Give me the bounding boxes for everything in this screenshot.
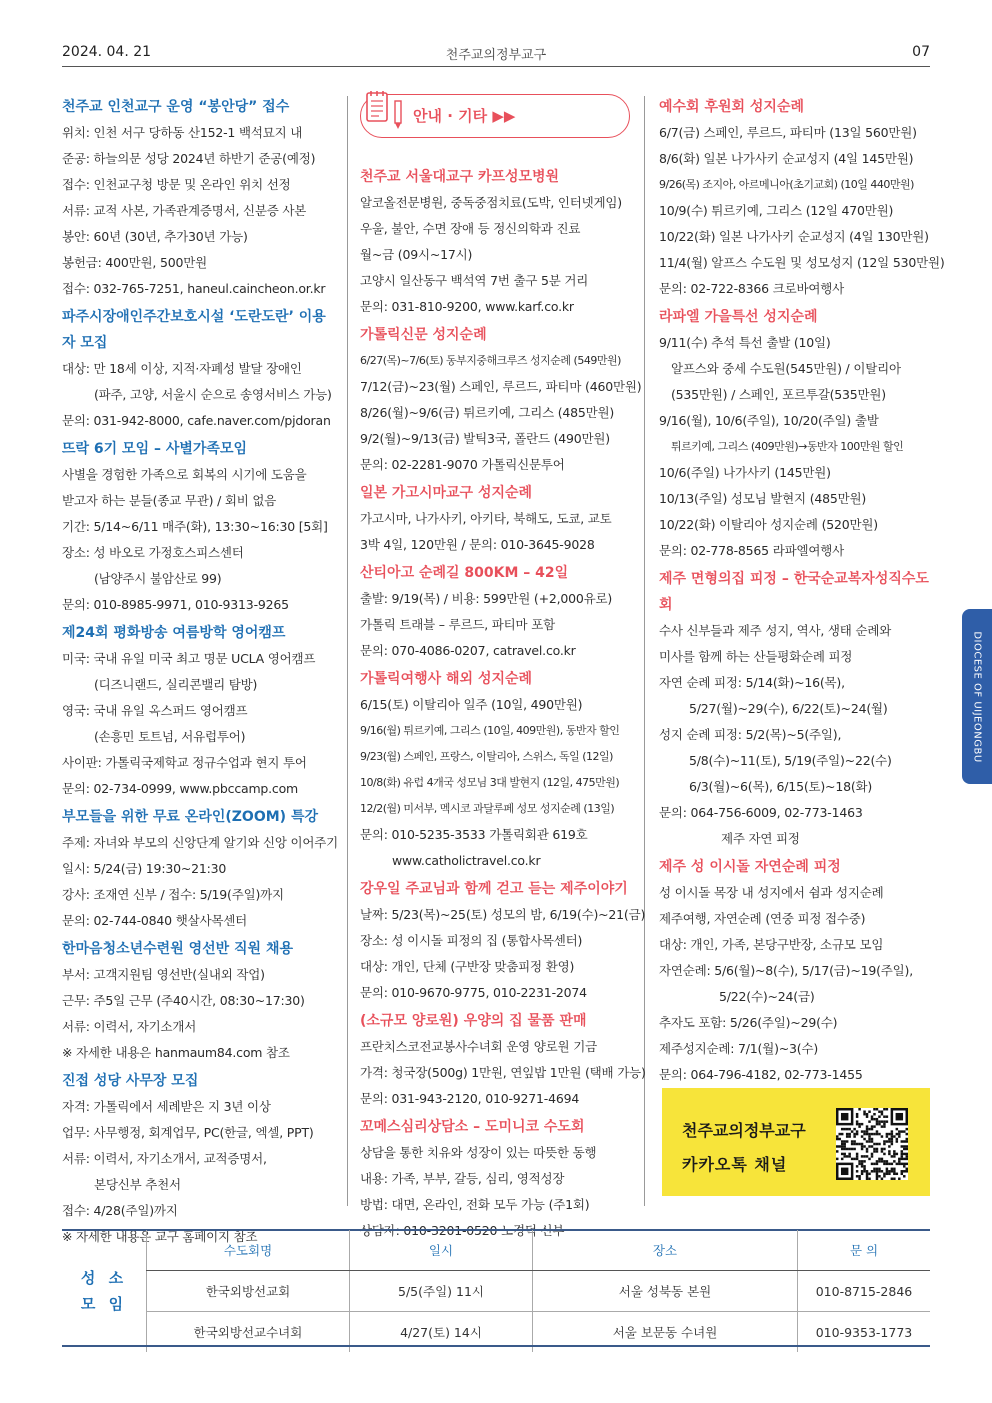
notice-line: 준공: 하늘의문 성당 2024년 하반기 준공(예정) [62,151,316,166]
notice-line: 대상: 개인, 단체 (구반장 맞춤피정 환영) [360,959,575,974]
notice-line: 출발: 9/19(목) / 비용: 599만원 (+2,000유로) [360,591,613,606]
notice-line: 7/12(금)~23(월) 스페인, 루르드, 파티마 (460만원) [360,379,642,394]
notice-title: 일본 가고시마교구 성지순례 [360,485,533,501]
notice-section [360,480,632,558]
notice-line: 문의: 02-2281-9070 가톨릭신문투어 [360,457,565,472]
meeting-datetime: 5/5(주일) 11시 [350,1271,533,1312]
notice-line: 성지 순례 피정: 5/2(목)~5(주일), [659,727,842,742]
notice-line: 상담을 통한 치유와 성장이 있는 따뜻한 동행 [360,1145,597,1160]
notice-line: 받고자 하는 분들(종교 무관) / 회비 없음 [62,493,277,508]
notice-title: 한마음청소년수련원 영선반 직원 채용 [62,941,294,957]
kakao-channel-subtitle: 카카오톡 채널 [682,1155,788,1174]
notice-line: 10/8(화) 유럽 4개국 성모님 3대 발현지 (12일, 475만원) [360,776,620,789]
vocation-meeting-table [62,1230,930,1352]
table-bottom-rule [62,1345,930,1347]
notice-line: 미국: 국내 유일 미국 최고 명문 UCLA 영어캠프 [62,651,316,666]
notice-line: 6/15(토) 이탈리아 일주 (10일, 490만원) [360,697,583,712]
kakao-channel-box[interactable] [662,1088,930,1196]
notice-line: 부서: 고객지원팀 영선반(실내외 작업) [62,967,265,982]
notice-line: 영국: 국내 유일 옥스퍼드 영어캠프 [62,703,248,718]
notice-line: 장소: 성 이시돌 피정의 집 (통합사목센터) [360,933,583,948]
notice-line: 봉안: 60년 (30년, 추가30년 가능) [62,229,248,244]
notice-line: (손흥민 토트넘, 서유럽투어) [94,729,246,744]
notice-line: 문의: 010-8985-9971, 010-9313-9265 [62,597,289,612]
notice-line: 문의: 031-810-9200, www.karf.co.kr [360,299,574,314]
notice-line: 날짜: 5/23(목)~25(토) 성모의 밤, 6/19(수)~21(금) [360,907,646,922]
meeting-datetime: 4/27(토) 14시 [350,1312,533,1353]
notice-line: 자격: 가톨릭에서 세례받은 지 3년 이상 [62,1099,271,1114]
notice-line: www.catholictravel.co.kr [392,853,541,868]
notice-line: 미사를 함께 하는 산들평화순례 피정 [659,649,853,664]
guide-label: 안내 · 기타 ▶▶ [413,107,516,125]
column-divider [347,96,348,1206]
notice-line: 추자도 포함: 5/26(주일)~29(수) [659,1015,838,1030]
notice-section [62,804,338,934]
notice-line: 9/11(수) 추석 특선 출발 (10일) [659,335,831,350]
notice-line: 우울, 불안, 수면 장애 등 정신의학과 진료 [360,221,581,236]
notice-line: 문의: 02-734-0999, www.pbccamp.com [62,781,299,796]
notice-line: 접수: 4/28(주일)까지 [62,1203,178,1218]
meeting-place: 서울 보문동 수녀원 [533,1312,798,1353]
notice-title: 예수회 후원회 성지순례 [659,99,804,115]
pencil-icon [393,99,403,131]
notice-line: 고양시 일산동구 백석역 7번 출구 5분 거리 [360,273,589,288]
contact-phone: 010-8715-2846 [798,1271,931,1312]
notice-title: 부모들을 위한 무료 온라인(ZOOM) 특강 [62,809,318,825]
header-title: 천주교의정부교구 [445,48,547,63]
notice-title: (소규모 양로원) 우양의 집 물품 판매 [360,1013,587,1029]
notice-line: 10/9(수) 튀르키예, 그리스 (12일 470만원) [659,203,894,218]
notice-title: 파주시장애인주간보호시설 ‘도란도란’ 이용자 모집 [62,309,326,351]
notice-column-1 [62,92,338,1250]
notice-section [659,854,931,1088]
notice-line: 12/2(월) 미서부, 멕시코 과달루페 성모 성지순례 (13일) [360,802,615,815]
notice-line: ※ 자세한 내용은 hanmaum84.com 참조 [62,1045,290,1060]
notice-title: 천주교 서울대교구 카프성모병원 [360,169,560,185]
notice-line: 대상: 개인, 가족, 본당구반장, 소규모 모임 [659,937,884,952]
notice-title: 천주교 인천교구 운영 “봉안당” 접수 [62,99,290,115]
notice-title: 제주 면형의집 피정 – 한국순교복자성직수도회 [659,571,929,613]
column-header: 일시 [350,1230,533,1271]
notice-line: 11/4(월) 알프스 수도원 및 성모성지 (12일 530만원) [659,255,945,270]
notice-column-2 [360,92,646,1244]
order-name: 한국외방선교수녀회 [147,1312,350,1353]
notice-section [360,1008,646,1112]
notice-line: 사별을 경험한 가족으로 회복의 시기에 도움을 [62,467,307,482]
notepad-icon [364,89,390,123]
notice-line: 기간: 5/14~6/11 매주(화), 13:30~16:30 [5회] [62,519,328,534]
column-header: 문 의 [798,1230,931,1271]
qr-code-icon[interactable] [836,1108,908,1180]
notice-title: 제24회 평화방송 여름방학 영어캠프 [62,625,286,641]
notice-title: 진접 성당 사무장 모집 [62,1073,199,1089]
notice-line: 사이판: 가톨릭국제학교 정규수업과 현지 투어 [62,755,307,770]
notice-line: 문의: 031-943-2120, 010-9271-4694 [360,1091,580,1106]
notice-line: 8/26(월)~9/6(금) 튀르키예, 그리스 (485만원) [360,405,615,420]
notice-section [360,666,632,874]
notice-line: 서류: 교적 사본, 가족관계증명서, 신분증 사본 [62,203,307,218]
notice-line: 5/22(수)~24(금) [719,989,815,1004]
notice-line: 가톨릭 트래블 – 루르드, 파티마 포함 [360,617,555,632]
diocese-side-tab [962,609,992,784]
notice-title: 가톨릭여행사 해외 성지순례 [360,671,533,687]
side-tab-label: DIOCESE OF UIJEONGBU [971,630,983,763]
column-divider [644,96,645,1206]
column-header: 수도회명 [147,1230,350,1271]
notice-line: 프란치스코전교봉사수녀회 운영 양로원 기금 [360,1039,597,1054]
notice-line: 문의: 031-942-8000, cafe.naver.com/pjdoran [62,413,331,428]
notice-column-3 [659,92,945,1088]
notice-line: 9/26(목) 조지아, 아르메니아(초기교회) (10일 440만원) [659,178,914,191]
page-number: 07 [912,44,930,60]
notice-line: 9/23(월) 스페인, 프랑스, 이탈리아, 스위스, 독일 (12일) [360,750,613,763]
notice-line: 서류: 이력서, 자기소개서, 교적증명서, [62,1151,267,1166]
notice-line: 본당신부 추천서 [94,1177,181,1192]
notice-section [62,304,338,434]
notice-line: 문의: 02-778-8565 라파엘여행사 [659,543,844,558]
notice-title: 산티아고 순례길 800KM – 42일 [360,565,569,581]
notice-line: 서류: 이력서, 자기소개서 [62,1019,197,1034]
notice-section [62,1068,338,1250]
table-row [62,1271,930,1312]
notice-line: 10/6(주일) 나가사키 (145만원) [659,465,831,480]
header-divider [62,66,930,67]
notice-line: 6/7(금) 스페인, 루르드, 파티마 (13일 560만원) [659,125,917,140]
notice-title: 제주 성 이시돌 자연순례 피정 [659,859,841,875]
notice-line: (535만원) / 스페인, 포르투갈(535만원) [671,387,886,402]
notice-line: 5/27(월)~29(수), 6/22(토)~24(월) [689,701,888,716]
notice-line: 근무: 주5일 근무 (주40시간, 08:30~17:30) [62,993,305,1008]
notice-title: 꼬메스심리상담소 – 도미니코 수도회 [360,1119,585,1135]
notice-line: 자연 순례 피정: 5/14(화)~16(목), [659,675,845,690]
notice-line: 상담자: 010-3201-0520 노경덕 신부 [360,1223,565,1238]
notice-line: 3박 4일, 120만원 / 문의: 010-3645-9028 [360,537,595,552]
contact-phone: 010-9353-1773 [798,1312,931,1353]
guide-banner [360,94,630,138]
notice-line: 가격: 청국장(500g) 1만원, 연잎밥 1만원 (택배 가능) [360,1065,646,1080]
notice-section [360,560,632,664]
page-header [62,42,930,64]
notice-line: (디즈니랜드, 실리콘밸리 탐방) [94,677,258,692]
notice-line: 제주 자연 피정 [721,831,800,846]
notice-line: 문의: 064-756-6009, 02-773-1463 [659,805,863,820]
notice-line: 6/27(목)~7/6(토) 동부지중해크루즈 성지순례 (549만원) [360,354,621,367]
notice-line: 방법: 대면, 온라인, 전화 모두 가능 (주1회) [360,1197,590,1212]
notice-line: 10/22(화) 일본 나가사키 순교성지 (4일 130만원) [659,229,929,244]
notice-line: 봉헌금: 400만원, 500만원 [62,255,207,270]
notice-section [360,1114,632,1244]
notice-line: ※ 자세한 내용은 교구 홈페이지 참조 [62,1229,258,1244]
notice-line: 자연순례: 5/6(월)~8(수), 5/17(금)~19(주일), [659,963,913,978]
notice-section [659,94,945,302]
notice-line: 8/6(화) 일본 나가사키 순교성지 (4일 145만원) [659,151,914,166]
notice-line: 가고시마, 나가사키, 아키타, 북해도, 도쿄, 교토 [360,511,612,526]
notice-section [360,164,632,320]
notice-line: (남양주시 불암산로 99) [94,571,222,586]
notice-line: 문의: 064-796-4182, 02-773-1455 [659,1067,863,1082]
notice-line: 월~금 (09시~17시) [360,247,473,262]
notice-line: 6/3(월)~6(목), 6/15(토)~18(화) [689,779,873,794]
notice-line: 알코올전문병원, 중독중점치료(도박, 인터넷게임) [360,195,622,210]
notice-line: 문의: 010-5235-3533 가톨릭회관 619호 [360,827,588,842]
notice-line: 대상: 만 18세 이상, 지적·자폐성 발달 장애인 [62,361,302,376]
notice-section [62,936,338,1066]
notice-line: 9/16(월), 10/6(주일), 10/20(주일) 출발 [659,413,879,428]
issue-date: 2024. 04. 21 [62,44,152,60]
notice-line: 알프스와 중세 수도원(545만원) / 이탈리아 [671,361,901,376]
kakao-channel-title: 천주교의정부교구 [682,1121,806,1140]
notice-title: 가톨릭신문 성지순례 [360,327,487,343]
notice-line: 수사 신부들과 제주 성지, 역사, 생태 순례와 [659,623,892,638]
meeting-place: 서울 성북동 본원 [533,1271,798,1312]
notice-line: 강사: 조재연 신부 / 접수: 5/19(주일)까지 [62,887,284,902]
notice-line: 9/2(월)~9/13(금) 발틱3국, 폴란드 (490만원) [360,431,610,446]
notice-title: 강우일 주교님과 함께 걷고 듣는 제주이야기 [360,881,628,897]
notice-line: 일시: 5/24(금) 19:30~21:30 [62,861,227,876]
notice-line: 접수: 032-765-7251, haneul.caincheon.or.kr [62,281,326,296]
notice-line: 문의: 02-744-0840 햇살사목센터 [62,913,247,928]
notice-line: 주제: 자녀와 부모의 신앙단계 알기와 신앙 이어주기 [62,835,339,850]
notice-section [659,566,931,852]
notice-line: 9/16(월) 튀르키예, 그리스 (10일, 409만원), 동반자 할인 [360,724,620,737]
notice-title: 라파엘 가을특선 성지순례 [659,309,818,325]
notice-line: (파주, 고양, 서울시 순으로 송영서비스 가능) [94,387,332,402]
table-section-label: 성 소 모 임 [80,1269,128,1313]
notice-section [360,322,642,478]
notice-line: 위치: 인천 서구 당하동 산152-1 백석묘지 내 [62,125,303,140]
notice-line: 장소: 성 바오로 가정호스피스센터 [62,545,244,560]
notice-line: 튀르키예, 그리스 (409만원)→동반자 100만원 할인 [671,440,904,453]
notice-line: 성 이시돌 목장 내 성지에서 쉼과 성지순례 [659,885,884,900]
notice-section [62,436,338,618]
notice-line: 문의: 02-722-8366 크로바여행사 [659,281,844,296]
notice-section [62,620,338,802]
notice-line: 문의: 010-9670-9775, 010-2231-2074 [360,985,587,1000]
notice-line: 5/8(수)~11(토), 5/19(주일)~22(수) [689,753,892,768]
notice-section [360,876,646,1006]
notice-section [62,94,338,302]
notice-line: 내용: 가족, 부부, 갈등, 심리, 영적성장 [360,1171,565,1186]
notice-line: 제주여행, 자연순례 (연중 피정 접수중) [659,911,866,926]
notice-section [659,304,931,564]
notice-line: 제주성지순례: 7/1(월)~3(수) [659,1041,819,1056]
notice-line: 업무: 사무행정, 회계업무, PC(한글, 엑셀, PPT) [62,1125,314,1140]
notice-line: 10/22(화) 이탈리아 성지순례 (520만원) [659,517,878,532]
notice-line: 접수: 인천교구청 방문 및 온라인 위치 선정 [62,177,291,192]
column-header: 장소 [533,1230,798,1271]
order-name: 한국외방선교회 [147,1271,350,1312]
notice-title: 뜨락 6기 모임 – 사별가족모임 [62,441,248,457]
notice-line: 문의: 070-4086-0207, catravel.co.kr [360,643,576,658]
notice-line: 10/13(주일) 성모님 발현지 (485만원) [659,491,867,506]
